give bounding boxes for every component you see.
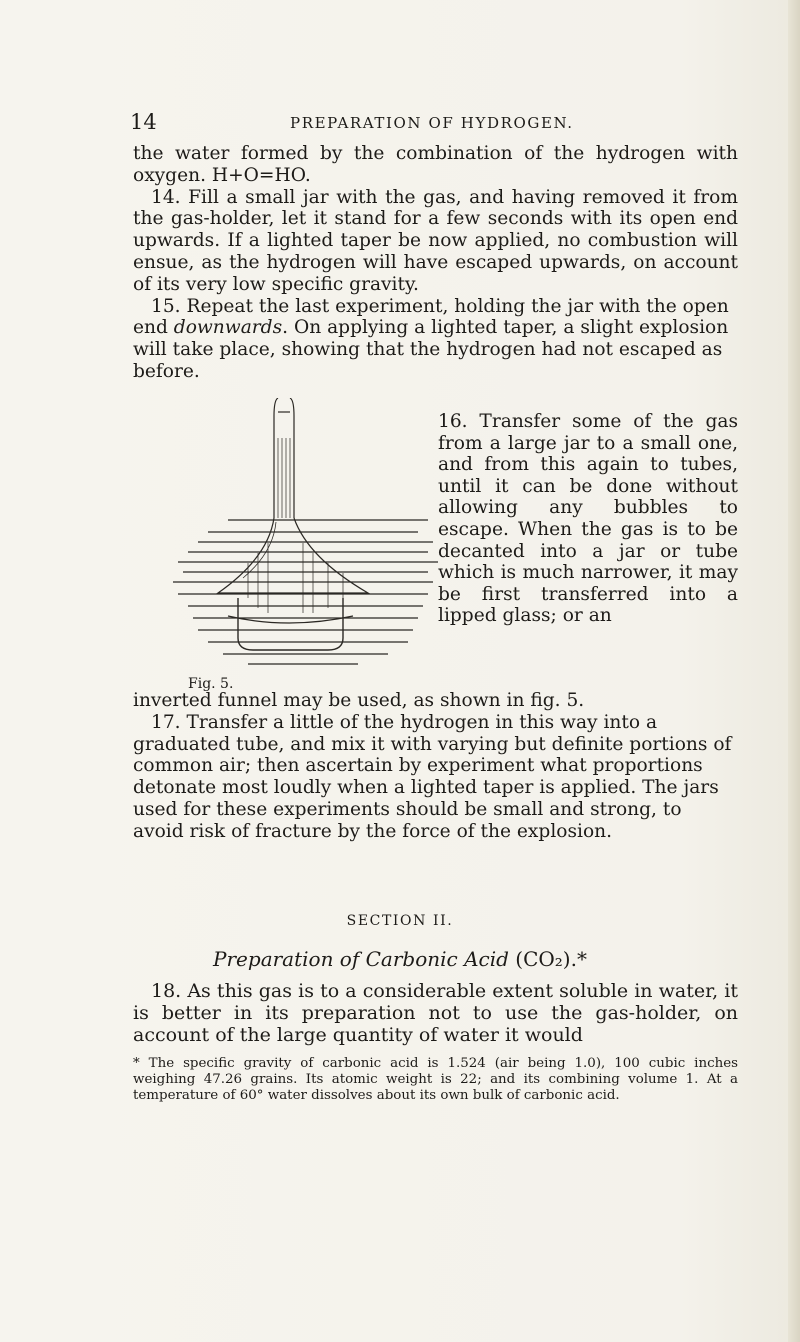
section-title: [0, 947, 800, 971]
paragraph-17: 17. Transfer a little of the hydrogen in this way into a graduated tube, and mix it with varying but definite portions of common air; then ascertain by experiment what proportions detonate most loudly when a lighted taper is applied. The jars used for these experiments should be small and strong, to avoid risk of fracture by the force of the explosion.: [133, 711, 732, 842]
footnote: * The specific gravity of carbonic acid is 1.524 (air being 1.0), 100 cubic inches weighing 47.26 grains. Its atomic weight is 22; and its combining volume 1. At a temperature of 60° water dissolves about its own bulk of carbonic acid.: [133, 1056, 738, 1103]
section-heading: SECTION II.: [346, 913, 454, 929]
section-title-formula: (CO₂).*: [515, 947, 587, 971]
paragraph-15-text-a: 15. Repeat the last experiment, holding the jar with the open end: [133, 295, 729, 339]
paragraph-15-emphasis: downwards: [173, 317, 283, 339]
running-title: PREPARATION OF HYDROGEN.: [290, 114, 574, 132]
page-header: [130, 110, 740, 134]
paragraph-15-text-b: . On applying a lighted taper, a slight explosion will take place, showing that the hydrogen had not escaped as before.: [133, 317, 729, 382]
paragraph-continuation: the water formed by the combination of the hydrogen with oxygen. H+O=HO.: [133, 143, 738, 186]
paragraph-16-tail: inverted funnel may be used, as shown in fig. 5.: [133, 690, 585, 711]
page-number: 14: [130, 110, 157, 134]
text-block-middle: [133, 690, 738, 843]
text-block-top: [133, 143, 738, 383]
funnel-decanting-drawing: [128, 398, 458, 673]
page-edge: [788, 0, 800, 1342]
paragraph-18: 18. As this gas is to a considerable extent soluble in water, it is better in its preparation not to use the gas-holder, on account of the large quantity of water it would: [133, 980, 738, 1046]
paragraph-16: 16. Transfer some of the gas from a large jar to a small one, and from this again to tubes, until it can be done without allowing any bubbles to escape. When the gas is to be decanted into a jar or tube which is much narrower, it may be first transferred into a lipped glass; or an: [438, 411, 738, 627]
paragraph-15: [133, 296, 738, 383]
paragraph-16-column: [438, 411, 738, 627]
figure-5-illustration: [128, 398, 458, 673]
paragraph-14: 14. Fill a small jar with the gas, and having removed it from the gas-holder, let it stand for a few seconds with its open end upwards. If a lighted taper be now applied, no combustion will ensue, as the hydrogen will have escaped upwards, on account of its very low specific gravity.: [133, 186, 738, 295]
text-block-bottom: [133, 980, 738, 1046]
section-title-text: Preparation of Carbonic Acid: [213, 947, 509, 971]
figure-caption: Fig. 5.: [188, 676, 234, 692]
